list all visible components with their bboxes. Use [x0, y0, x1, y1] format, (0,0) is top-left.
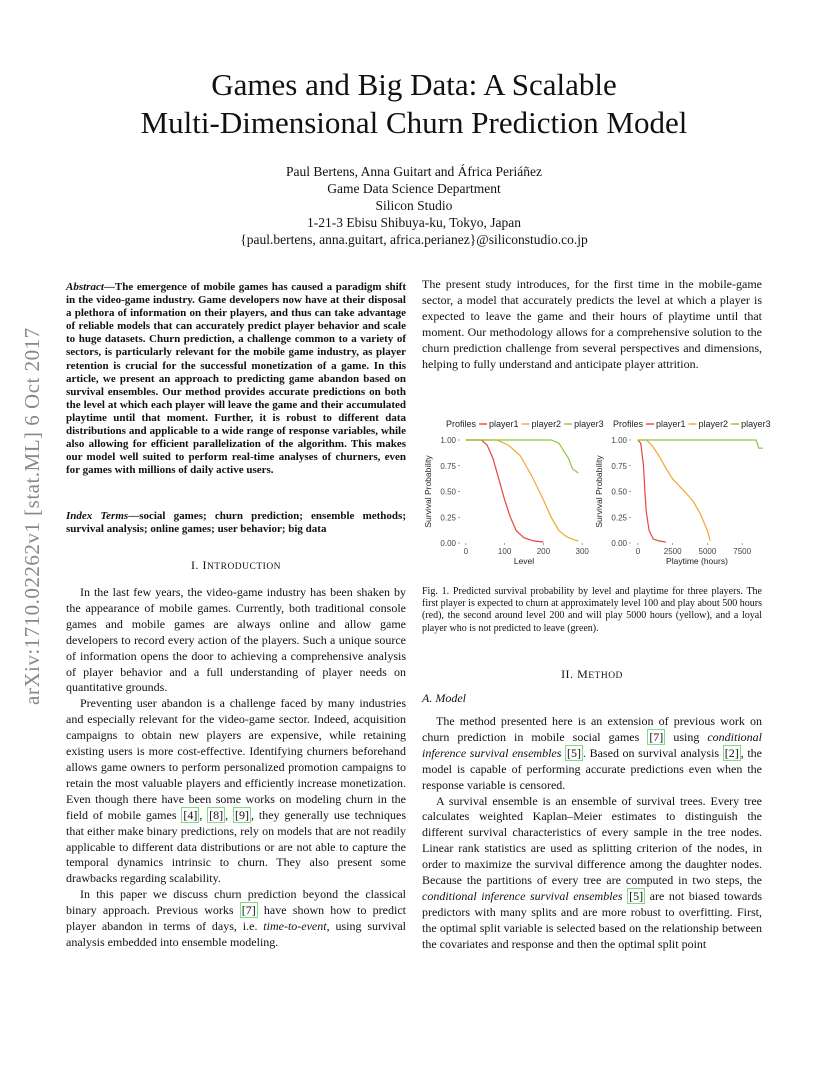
citation-link[interactable]: [8]	[209, 807, 224, 822]
y-tick-label: 0.75	[440, 461, 456, 471]
figure-caption: Fig. 1. Predicted survival probability by level and playtime for three players. The first player is expected to churn at approximately level 100 and play about 500 hours (red), the second around level 200 and will play 5000 hours (yellow), and a loyal player who is not predicted to leave (green).	[422, 586, 762, 634]
x-axis-label: Playtime (hours)	[666, 556, 728, 566]
method-p2-italic: conditional inference survival ensembles	[422, 888, 623, 903]
section-number: I.	[190, 558, 199, 572]
affiliation-emails: {paul.bertens, anna.guitart, africa.perianez}@siliconstudio.co.jp	[240, 232, 588, 247]
legend-entry: player2	[698, 419, 729, 429]
x-tick-label: 0	[635, 547, 641, 556]
title-line-1: Games and Big Data: A Scalable	[211, 67, 617, 102]
series-line-player3	[638, 440, 763, 448]
y-tick-label: 0.25	[611, 513, 627, 523]
y-tick-label: 0.75	[611, 461, 627, 471]
right-paragraph-1: The present study introduces, for the first time in the mobile-game sector, a model that accurately predicts the level at which a player is expected to leave the game and their hours of playtime until that moment. Our methodology allows for a comprehensive solution to the churn prediction challenge from several perspectives and dimensions, helping to fully understand and anticipate player attrition.	[422, 277, 762, 371]
legend-entry: player1	[656, 419, 686, 429]
x-tick-label: 5000	[698, 547, 717, 556]
chart-level	[422, 412, 604, 572]
method-p2-text: A survival ensemble is an ensemble of survival trees. Every tree calculates weighted Kaplan–Meier estimates to distinguish the different survival characteristics of every sample in the tree nodes. Linear rank statistics are used as splitting criterion of the nodes, in order to maximize the survival difference among the daughter nodes. Because the partitions of every tree are computed in two steps, the	[422, 793, 762, 888]
x-tick-label: 100	[497, 547, 512, 556]
series-line-player1	[466, 440, 544, 542]
citation-link[interactable]: [5]	[629, 888, 644, 903]
series-line-player1	[638, 440, 666, 542]
legend-entry: player1	[489, 419, 519, 429]
section-rest: ETHOD	[588, 671, 623, 681]
section-initial: I	[202, 558, 207, 572]
affiliation-dept: Game Data Science Department	[327, 181, 501, 196]
method-body	[422, 714, 762, 953]
y-tick-label: 0.00	[440, 539, 456, 548]
intro-paragraph-1: In the last few years, the video-game industry has been shaken by the appearance of mobile games. Currently, both traditional console games and mobile games are always online and allow game developers to record every action of the players. Such a unique source of information opens the door to achieving a comprehensive analysis of player behavior and a full understanding of player needs on quantitative grounds.	[66, 585, 406, 695]
intro-p3-text: have shown how to predict player abandon in terms of days, i.e.	[66, 903, 406, 934]
abstract-label: Abstract	[66, 281, 104, 293]
y-axis-label: Survival Probability	[423, 455, 433, 528]
method-p1-text: , the model is capable of performing accurate predictions even when the response variable is censored.	[422, 745, 762, 792]
method-paragraph-1	[422, 714, 762, 794]
x-tick-label: 0	[463, 547, 469, 556]
index-text: —social games; churn prediction; ensemble methods; survival analysis; online games; user behavior; big data	[66, 510, 406, 536]
y-tick-label: 0.25	[440, 513, 456, 523]
subsection-heading-model: A. Model	[422, 691, 466, 705]
citation-link[interactable]: [4]	[183, 807, 198, 822]
section-rest: NTRODUCTION	[206, 562, 282, 572]
y-tick-label: 0.00	[611, 539, 627, 548]
author-names: Paul Bertens, Anna Guitart and África Periáñez	[285, 164, 543, 179]
intro-p2-text: , they generally use techniques that either make binary predictions, rely on models that are not readily applicable to different data distributions or are not able to capture the temporal dynamics intrinsic to churn. They also present some drawbacks regarding scalability.	[66, 807, 406, 886]
citation-link[interactable]: [5]	[567, 745, 582, 760]
intro-p3-italic: time-to-event	[263, 919, 327, 934]
citation-link[interactable]: [7]	[241, 903, 256, 918]
y-tick-label: 1.00	[440, 436, 456, 445]
author-block	[0, 163, 828, 248]
series-line-player3	[466, 440, 579, 473]
section-number: II.	[561, 667, 574, 681]
section-heading-introduction	[66, 558, 406, 576]
intro-paragraph-3	[66, 887, 406, 951]
method-p1-text: . Based on survival analysis	[583, 745, 723, 760]
method-p1-text: using	[665, 729, 708, 744]
intro-p3-text: In this paper we discuss churn prediction beyond the classical binary approach. Previous works	[66, 887, 406, 918]
x-axis-label: Level	[513, 556, 535, 566]
x-tick-label: 300	[575, 547, 589, 556]
legend-entry: player3	[574, 419, 604, 429]
paper-title	[0, 66, 828, 142]
affiliation-address: 1-21-3 Ebisu Shibuya-ku, Tokyo, Japan	[306, 215, 522, 230]
y-tick-label: 1.00	[611, 436, 627, 445]
intro-p2-text: Preventing user abandon is a challenge faced by many industries and especially relevant for the video-game sector. Indeed, acquisition campaigns to obtain new players are expensive, while retaining existing users is more cost-effective. Identifying churners beforehand allows game owners to perform personalized promotion campaigns to retain the most valuable players and efficiently increase monetization. Even though there have been some works on modeling churn in the field of mobile games	[66, 696, 406, 822]
y-tick-label: 0.50	[611, 487, 627, 497]
title-line-2: Multi-Dimensional Churn Prediction Model	[140, 105, 688, 140]
legend-title: Profiles	[446, 419, 477, 429]
y-axis-label: Survival Probability	[594, 455, 604, 528]
x-tick-label: 7500	[733, 547, 752, 556]
citation-link[interactable]: [2]	[724, 745, 739, 760]
method-p1-text: The method presented here is an extension of previous work on churn prediction in mobile social games	[422, 714, 762, 744]
citation-link[interactable]: [9]	[235, 807, 250, 822]
method-p1-italic: conditional inference survival ensembles	[422, 729, 762, 760]
method-p2-text: are not biased towards predictors with many splits and are more robust to overfitting. First, the optimal split variable is selected based on the relationship between the covariates and response and then the optimal split point	[422, 888, 762, 951]
section-heading-method	[422, 667, 762, 685]
intro-paragraph-2: Preventing user abandon is a challenge faced by many industries and especially relevant for the video-game sector. Indeed, acquisition campaigns to obtain new players are expensive, while retaining existing users is more cost-effective. Identifying churners beforehand allows game owners to perform personalized promotion campaigns to retain the most valuable players and efficiently increase monetization. Even though there have been some works on modeling churn in the field of mobile games [4] , [8] , [9] , they generally use techniques that either make binary predictions, rely on models that are not readily applicable to different data distributions or are not able to capture the temporal dynamics intrinsic to churn. They also present some drawbacks regarding scalability.	[66, 696, 406, 886]
abstract-text: —The emergence of mobile games has caused a paradigm shift in the video-game industry. Game developers now have at their disposal a plethora of information on their players, and thus can take advantage of reliable models that can accurately predict player behavior and scale to huge datasets. Churn prediction, a challenge common to a variety of sectors, is particularly relevant for the mobile game industry, as player retention is crucial for the successful monetization of a game. In this article, we present an approach to predicting game abandon based on survival ensembles. Our method provides accurate predictions on both the level at which each player will leave the game and their accumulated playtime until that moment. Further, it is robust to different data distributions and applicable to a wide range of response variables, while also allowing for efficient parallelization of the algorithm. This makes our model well suited to perform real-time analyses of churners, even for games with millions of daily active users.	[66, 281, 406, 477]
legend-entry: player2	[531, 419, 562, 429]
y-tick-label: 0.50	[440, 487, 456, 497]
citation-link[interactable]: [7]	[649, 729, 664, 744]
abstract	[66, 281, 406, 477]
index-terms	[66, 510, 406, 536]
section-initial: M	[577, 667, 589, 681]
chart-playtime	[593, 412, 771, 572]
legend-title: Profiles	[613, 419, 644, 429]
series-line-player2	[466, 440, 579, 541]
x-tick-label: 200	[536, 547, 551, 556]
method-paragraph-2	[422, 794, 762, 953]
x-tick-label: 2500	[663, 547, 682, 556]
index-label: Index Terms	[66, 510, 129, 522]
introduction-body	[66, 585, 406, 951]
affiliation-company: Silicon Studio	[375, 198, 453, 213]
intro-p3-text: , using survival analysis embedded into ensemble modeling.	[66, 919, 406, 949]
legend-entry: player3	[741, 419, 771, 429]
arxiv-stamp: arXiv:1710.02262v1 [stat.ML] 6 Oct 2017	[20, 327, 44, 705]
